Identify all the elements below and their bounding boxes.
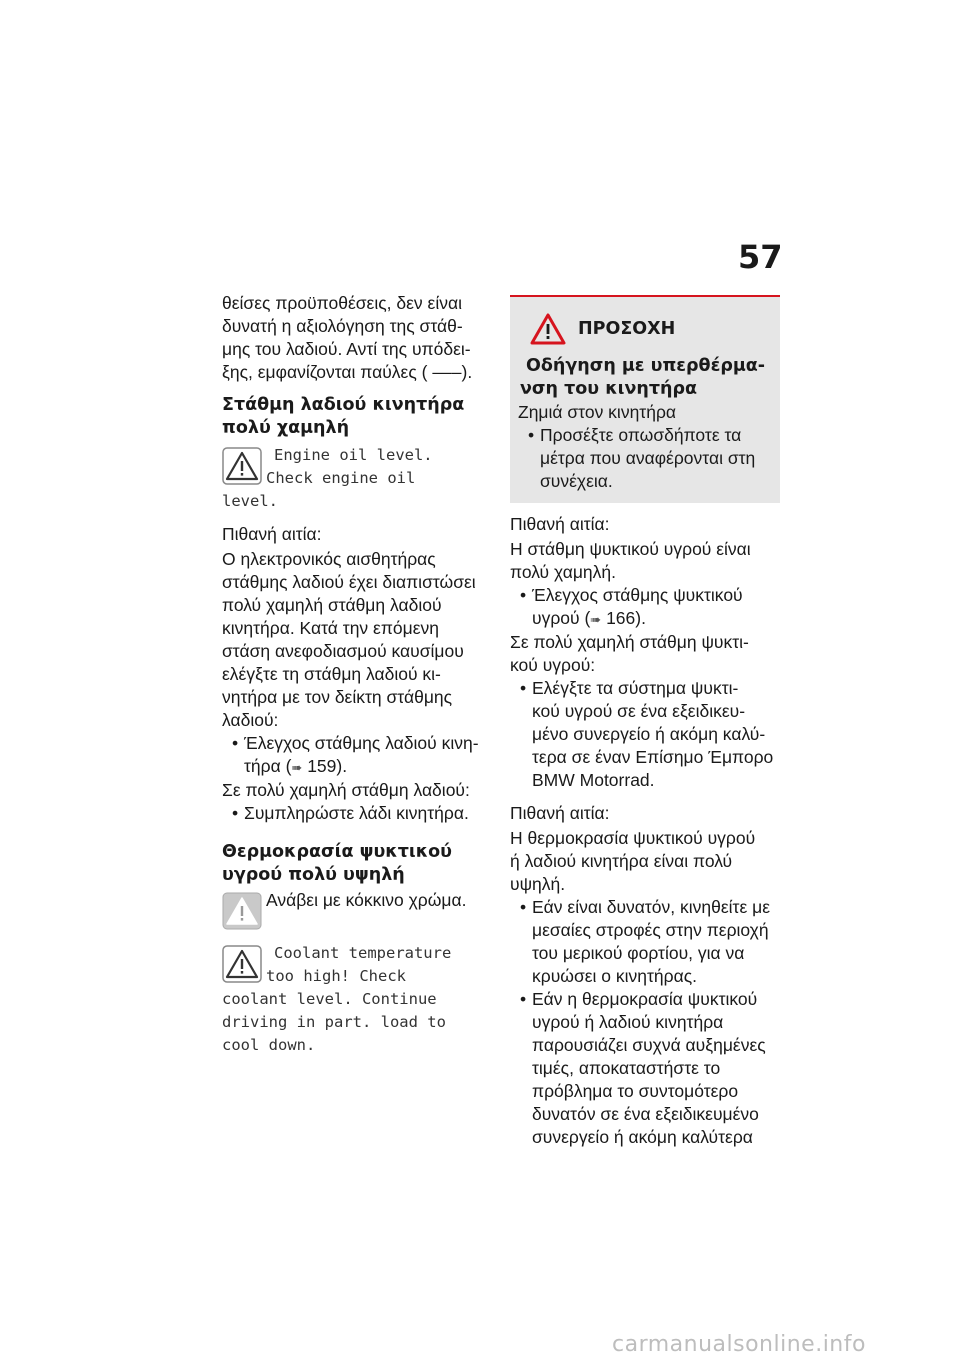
bullet-check-system: • Ελέγξτε τα σύστημα ψυκτι- xyxy=(510,677,780,700)
notice-title: ΠΡΟΣΟΧΗ xyxy=(530,313,770,345)
warning-triangle-icon xyxy=(222,945,262,983)
page-reference-link[interactable]: 166). xyxy=(606,608,646,628)
message-line: Engine oil level. xyxy=(274,446,433,464)
heading-line: Στάθμη λαδιού κινητήρα xyxy=(222,395,465,415)
lights-red-text: Ανάβει με κόκκινο χρώμα. xyxy=(266,890,467,910)
cause-text: Ο ηλεκτρονικός αισθητήρας στάθμης λαδιού έχει διαπιστώσει πολύ χαμηλή στάθμη λαδιού κινητήρα. Κατά την επόμενη στάση ανεφοδιασμού καυσίμου ελέγξτε τη στάθμη λαδιού κι- νητήρα με τον δείκτη στάθμης λαδιού: xyxy=(222,549,476,730)
intro-line: δυνατή η αξιολόγηση της στάθ- xyxy=(222,316,463,336)
bullet-drive-part-load: • Εάν είναι δυνατόν, κινηθείτε με xyxy=(510,896,780,919)
warning-triangle-filled-icon xyxy=(222,892,262,930)
page-reference-arrow-icon: ➠ xyxy=(291,760,303,775)
oil-warning-message xyxy=(222,444,492,513)
low-level-text: Σε πολύ χαμηλή στάθμη λαδιού: xyxy=(222,780,470,800)
notice-bullet: • Προσέξτε οπωσδήποτε τα xyxy=(518,424,770,447)
heading-coolant-temp-high: Θερμοκρασία ψυκτικού υγρού πολύ υψηλή xyxy=(222,842,452,885)
notice-subtitle: Οδήγηση με υπερθέρμα- νση του κινητήρα xyxy=(520,356,766,399)
heading-line: πολύ χαμηλή xyxy=(222,418,350,438)
cause-label: Πιθανή αιτία: xyxy=(510,803,610,823)
footer-watermark: carmanualsonline.info xyxy=(612,1332,866,1357)
message-line: level. xyxy=(222,492,278,510)
intro-line: μης του λαδιού. Αντί της υπόδει- xyxy=(222,339,471,359)
left-column xyxy=(222,292,492,1057)
warning-red-triangle-icon xyxy=(530,313,566,345)
heading-oil-level-low xyxy=(222,394,492,440)
bullet-check-coolant: • Έλεγχος στάθμης ψυκτικού xyxy=(510,584,780,607)
bullet-top-up-oil: • Συμπληρώστε λάδι κινητήρα. xyxy=(222,802,492,825)
warning-triangle-icon xyxy=(222,447,262,485)
bullet-check-oil-cont: τήρα (➠ 159). xyxy=(244,756,348,776)
notice-line: Ζημιά στον κινητήρα xyxy=(518,402,677,422)
intro-line: θείσες προϋποθέσεις, δεν είναι xyxy=(222,293,462,313)
caution-notice: ΠΡΟΣΟΧΗ Οδήγηση με υπερθέρμα- νση του κινητήρα Ζημιά στον κινητήρα • Προσέξτε οπωσδήποτε τα μέτρα που αναφέρονται στη συνέχεια. xyxy=(510,295,780,503)
intro-line: ξης, εμφανίζονται παύλες ( ‒‒‒). xyxy=(222,362,473,382)
bullet-check-oil: • Έλεγχος στάθμης λαδιού κινη- xyxy=(222,732,492,755)
right-column: ΠΡΟΣΟΧΗ Οδήγηση με υπερθέρμα- νση του κινητήρα Ζημιά στον κινητήρα • Προσέξτε οπωσδήποτε τα μέτρα που αναφέρονται στη συνέχεια. Πιθανή αιτία: Η στάθμη ψυκτικού υγρού είναι πολύ χαμηλή. • Έλεγχος στάθμης ψυκτικού υγρού (➠ 166). Σε πολύ χαμηλή στάθμη ψυκτι- κού υγρού: • Ελέγξτε τα σύστημα ψυκτι- κού υγρού σε ένα εξειδικευ- μένο συνεργείο ή ακόμη καλύ- τερα σε έναν Επίσημο Έμπορο BMW Motorrad. Πιθανή αιτία: Η θερμοκρασία ψυκτικού υγρού ή λαδιού κινητήρα είναι πολύ υψηλή. • Εάν είναι δυνατόν, κινηθείτε με μεσαίες στροφές στην περιοχή του μερικού φορτίου, για να κρυώσει ο κινητήρας. • Εάν η θερμοκρασία ψυκτικού υγρού ή λαδιού κινητήρα παρουσιάζει συχνά αυξημένες τιμές, αποκαταστήστε το πρόβλημα το συντομότερο δυνατόν σε ένα εξειδικευμένο συνεργείο ή ακόμη καλύτερα xyxy=(510,295,780,1149)
bullet-frequent-high-temp: • Εάν η θερμοκρασία ψυκτικού xyxy=(510,988,780,1011)
red-warning-row xyxy=(222,889,492,930)
cause-label: Πιθανή αιτία: xyxy=(510,514,610,534)
page-number: 57 xyxy=(738,238,783,276)
page-reference-link[interactable]: 159). xyxy=(307,756,348,776)
cause-label: Πιθανή αιτία: xyxy=(222,524,322,544)
coolant-warning-message: Coolant temperature too high! Check coolant level. Continue driving in part. load to cool down. xyxy=(222,944,452,1054)
page-reference-arrow-icon: ➠ xyxy=(590,612,602,627)
message-line: Check engine oil xyxy=(266,469,416,487)
